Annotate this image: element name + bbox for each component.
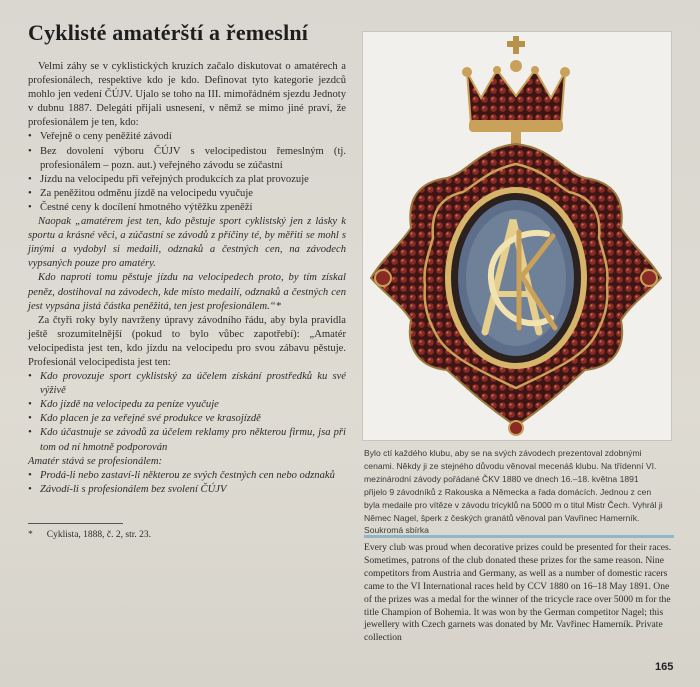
footnote-text: Cyklista, 1888, č. 2, str. 23. [46,529,151,540]
list-item: • Veřejně o ceny peněžité závodí [28,130,346,144]
professional-criteria-list [28,130,346,215]
list-item: • Čestné ceny k docílení hmotného výtěžku zpeněží [28,201,346,215]
caption-divider [364,535,674,538]
main-text-column [28,20,346,540]
page-number: 165 [655,661,674,673]
caption-english: Every club was proud when decorative prizes could be presented for their races. Sometimes, patrons of the club donated these prizes for the same reason. Nine competitors from Austria and Germany, as well as a number of domestic racers came to the VI International races held by CCV 1880 on 16–18 May 1891. One of the prizes was a medal for the winner of the tricycle race over 5000 m for the title Champion of Bohemia. It was won by the German competitor Nagel; this jewellery with Czech garnets was donated by Mr. Vavřinec Hamerník. Private collection [364,542,672,644]
medal-photo [362,31,672,441]
list-item: • Jízdu na velocipedu při veřejných produkcích za plat provozuje [28,173,346,187]
amateur-loss-list [28,469,346,497]
professional-definition: Kdo naproti tomu pěstuje jízdu na velocipedech proto, by tím získal peněz, dostihoval na závodech, kde místo medailí, odznaků a čestných cen jest vypsána jistá částka peněžitá, ten jest profesionálem.“* [28,272,346,312]
list-item: • Bez dovolení výboru ČÚJV s velocipedistou řemeslným (tj. profesionálem – pozn. aut.) veřejného závodu se zúčastní [28,145,346,173]
list-item: • Kdo placen je za veřejné své produkce ve krasojízdě [28,412,346,426]
monogram-medallion-icon [448,190,584,366]
caption-czech: Bylo ctí každého klubu, aby se na svých závodech prezentoval zdobnými cenami. Někdy ji ze stejného důvodu věnoval mecenáš klubu. Na třídenní VI. mezinárodní závody pořádané ČKV 1880 ve dnech 16.–18. května 1891 přijelo 9 závodníků z Rakouska a Německa a řada domácích. Jednou z cen byla medaile pro vítěze v závodu tricyklů na 5000 m o titul Mistr Čech. Vyhrál ji Němec Nagel, šperk z českých granátů věnoval pan Vavřinec Hamerník. Soukromá sbírka [364,448,663,536]
professional-rules-list [28,370,346,455]
list-item: • Kdo jízdě na velocipedu za peníze vyučuje [28,398,346,412]
article-body [28,60,346,497]
crown-icon [462,60,570,132]
intro-paragraph: Velmi záhy se v cyklistických kruzích začalo diskutovat o amatérech a profesionálech, respektive kdo je kdo. Definovat tyto kategorie jezdců mohlo jen vedení ČÚJV. Ujalo se toho na III. mimořádném sjezdu Jednoty v dubnu 1887. Delegáti přijali usnesení, v němž se mimo jiné praví, že profesionálem je ten, kdo: [28,61,346,129]
amateur-definition: Naopak „amatérem jest ten, kdo pěstuje sport cyklistský jen z lásky k sportu a krásné věci, a zúčastní se závodů z příčiny té, by měřiti se mohl s jinými a vydobyl si medaili, odznaků a čestných cen, na závodech vypsaných pouze pro amatéry. [28,216,346,270]
cross-icon [507,36,525,54]
amateur-heading: Amatér stává se profesionálem: [28,455,163,467]
list-item: • Za peněžitou odměnu jízdě na velocipedu vyučuje [28,187,346,201]
list-item: • Závodí-li s profesionálem bez svolení ČÚJV [28,483,346,497]
page-title: Cyklisté amatérští a řemeslní [28,20,309,45]
list-item: • Kdo účastnuje se závodů za účelem reklamy pro některou firmu, jsa při tom od ní hmotně podporován [28,426,346,454]
footnote-divider [28,523,123,524]
footnote-mark: * [28,529,33,540]
garnet-medal-image [363,32,671,440]
list-item: • Kdo provozuje sport cyklistský za účelem získání prostředků ku své výživě [28,370,346,398]
list-item: • Prodá-li nebo zastaví-li některou ze svých čestných cen nebo odznaků [28,469,346,483]
footnote [28,530,346,540]
rule-changes-paragraph: Za čtyři roky byly navrženy úpravy závodního řádu, aby byla pravidla ještě srozumitelnější (pokud to bylo vůbec zapotřebí): „Amatér velocipedista jest ten, kdo jízdu na velocipedu pro svou zábavu pěstuje. Profesionál velocipedista jest ten: [28,314,346,368]
